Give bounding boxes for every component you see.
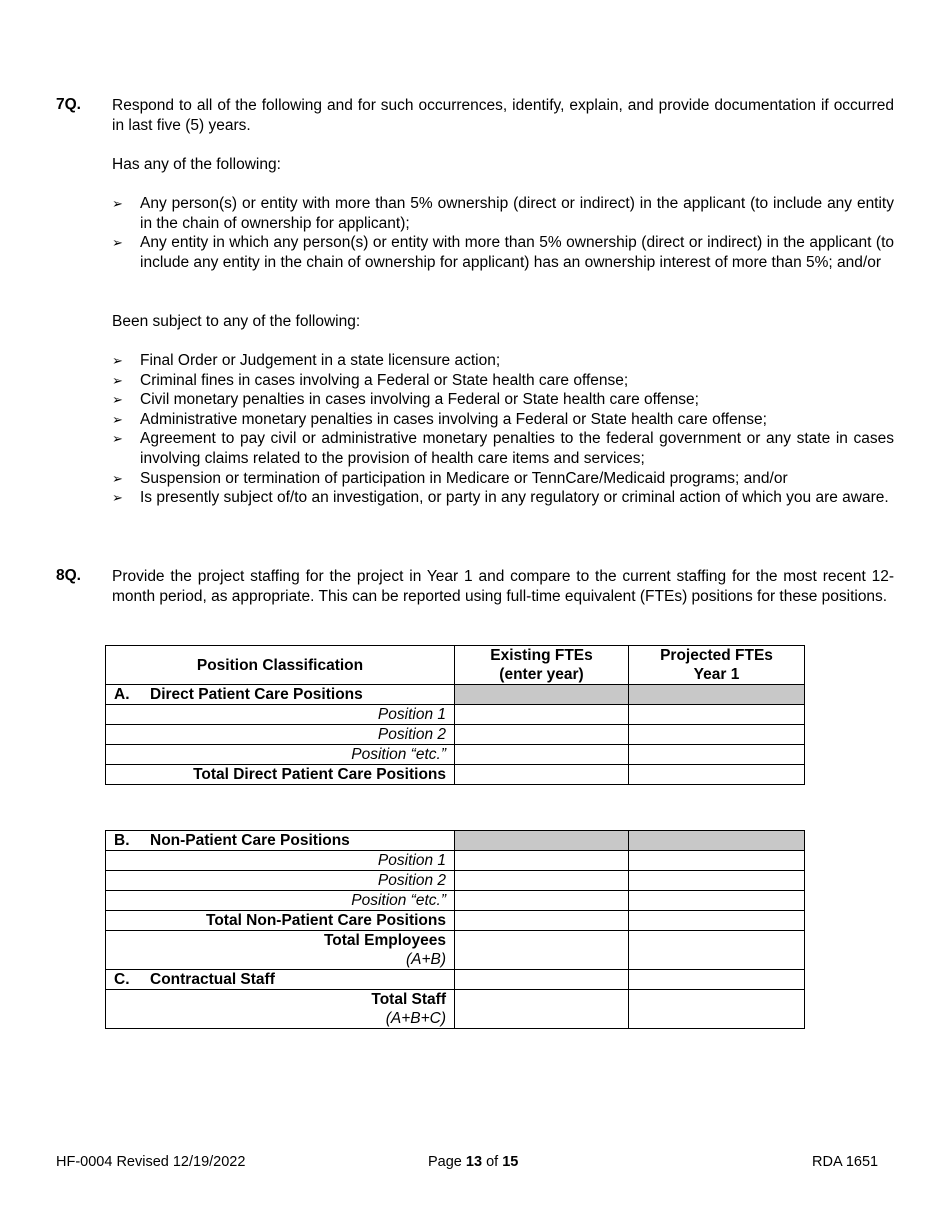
arrowhead-bullet-icon: ➢ [112,392,123,408]
table-row [106,745,805,765]
has-any-heading: Has any of the following: [112,156,281,173]
list-item: ➢ Administrative monetary penalties in cases involving a Federal or State health care offense; [112,410,767,428]
existing-fte-cell[interactable] [455,725,629,745]
list-item: ➢ Any person(s) or entity with more than 5% ownership (direct or indirect) in the applicant (to include any entity in the chain of ownership for applicant); [112,195,894,232]
question-7q-number: 7Q. [56,96,81,113]
arrowhead-bullet-icon: ➢ [112,431,123,447]
table-row [106,725,805,745]
projected-fte-cell[interactable] [629,911,805,931]
position-label: Position 1 [106,705,455,725]
section-b-label: B. Non-Patient Care Positions [106,831,455,851]
section-c-label: C. Contractual Staff [106,970,455,990]
position-label: Position “etc.” [106,745,455,765]
total-employees-row [106,931,805,970]
arrowhead-bullet-icon: ➢ [112,196,123,211]
table-row [106,891,805,911]
arrowhead-bullet-icon: ➢ [112,235,123,251]
section-a-row [106,685,805,705]
projected-fte-cell[interactable] [629,705,805,725]
staffing-table-nonpatient [105,830,805,1029]
question-8q-intro: Provide the project staffing for the project in Year 1 and compare to the current staffing for the most recent 12-month period, as appropriate. This can be reported using full-time equivalent (FTEs) positions for these positions. [112,568,894,605]
projected-fte-cell[interactable] [629,851,805,871]
projected-fte-cell[interactable] [629,891,805,911]
total-employees-label: Total Employees (A+B) [106,931,455,970]
arrowhead-bullet-icon: ➢ [112,353,123,368]
table-header-row [106,646,805,685]
arrowhead-bullet-icon: ➢ [112,411,123,427]
arrowhead-bullet-icon: ➢ [112,470,123,486]
existing-fte-cell[interactable] [455,891,629,911]
question-8q-number: 8Q. [56,567,81,584]
existing-fte-cell[interactable] [455,990,629,1029]
position-label: Position “etc.” [106,891,455,911]
section-c-row [106,970,805,990]
shaded-cell [455,685,629,705]
existing-fte-cell[interactable] [455,765,629,785]
table-row [106,705,805,725]
ownership-list [112,194,894,272]
actions-list [112,351,894,508]
projected-fte-cell[interactable] [629,970,805,990]
table-row [106,911,805,931]
existing-fte-cell[interactable] [455,851,629,871]
table-row [106,765,805,785]
list-item: ➢ Suspension or termination of participation in Medicare or TennCare/Medicaid programs; and/or [112,469,788,487]
arrowhead-bullet-icon: ➢ [112,490,123,506]
section-b-row [106,831,805,851]
existing-fte-cell[interactable] [455,931,629,970]
total-direct-label: Total Direct Patient Care Positions [106,765,455,785]
total-nonpatient-label: Total Non-Patient Care Positions [106,911,455,931]
projected-ftes-header: Projected FTEs Year 1 [629,646,805,685]
table-row [106,871,805,891]
list-item: ➢ Agreement to pay civil or administrative monetary penalties to the federal government or any state in cases involving claims related to the provision of health care items and services; [112,430,894,467]
existing-fte-cell[interactable] [455,970,629,990]
existing-fte-cell[interactable] [455,871,629,891]
position-label: Position 2 [106,871,455,891]
position-classification-header: Position Classification [106,646,455,685]
form-revision: HF-0004 Revised 12/19/2022 [56,1154,246,1170]
total-staff-row [106,990,805,1029]
projected-fte-cell[interactable] [629,931,805,970]
shaded-cell [629,831,805,851]
rda-number: RDA 1651 [812,1154,879,1170]
shaded-cell [629,685,805,705]
list-item: ➢ Criminal fines in cases involving a Federal or State health care offense; [112,371,629,389]
list-item: ➢ Civil monetary penalties in cases involving a Federal or State health care offense; [112,391,699,409]
page-number: Page 13 of 15 [428,1154,519,1170]
total-staff-label: Total Staff (A+B+C) [106,990,455,1029]
existing-fte-cell[interactable] [455,911,629,931]
projected-fte-cell[interactable] [629,745,805,765]
projected-fte-cell[interactable] [629,990,805,1029]
existing-fte-cell[interactable] [455,705,629,725]
position-label: Position 1 [106,851,455,871]
table-row [106,851,805,871]
subject-to-heading: Been subject to any of the following: [112,313,361,330]
projected-fte-cell[interactable] [629,765,805,785]
staffing-table-direct [105,645,805,785]
existing-ftes-header: Existing FTEs (enter year) [455,646,629,685]
arrowhead-bullet-icon: ➢ [112,372,123,388]
question-7q-intro: Respond to all of the following and for such occurrences, identify, explain, and provide documentation if occurred in last five (5) years. [112,97,894,134]
list-item: ➢ Any entity in which any person(s) or entity with more than 5% ownership (direct or indirect) in the applicant (to include any entity in the chain of ownership for applicant) has an ownership interest of more than 5%; and/or [112,234,894,271]
projected-fte-cell[interactable] [629,725,805,745]
list-item: ➢ Final Order or Judgement in a state licensure action; [112,352,501,369]
existing-fte-cell[interactable] [455,745,629,765]
shaded-cell [455,831,629,851]
section-a-label: A. Direct Patient Care Positions [106,685,455,705]
list-item: ➢ Is presently subject of/to an investigation, or party in any regulatory or criminal action of which you are aware. [112,489,889,507]
projected-fte-cell[interactable] [629,871,805,891]
position-label: Position 2 [106,725,455,745]
